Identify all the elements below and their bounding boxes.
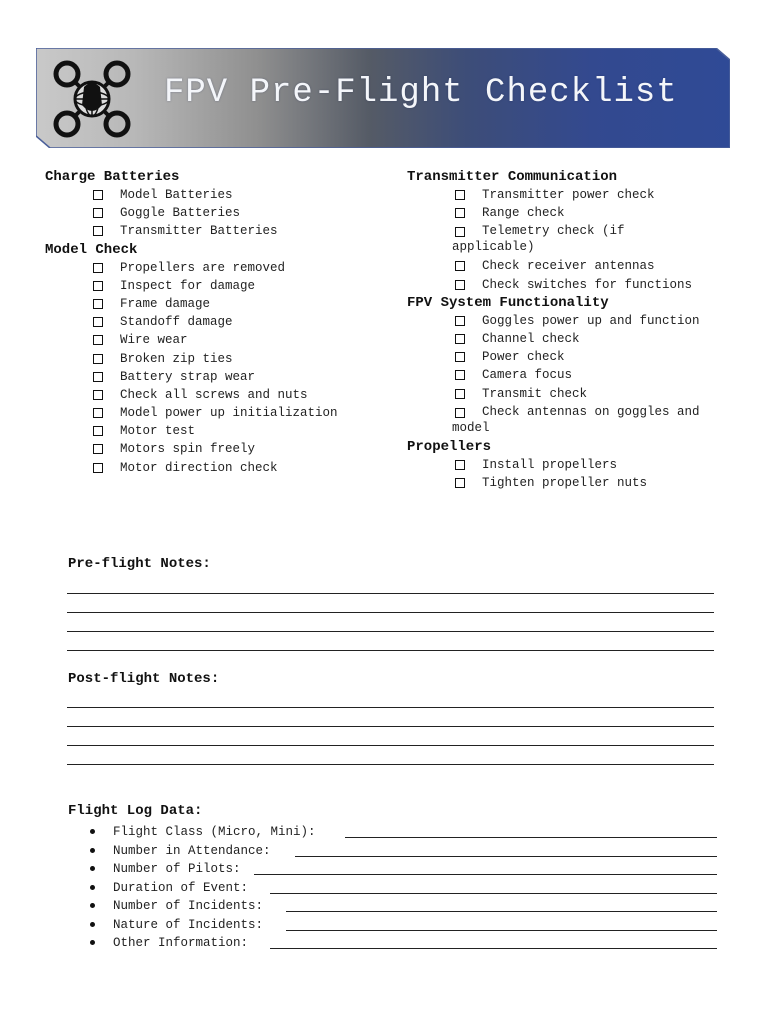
checklist-item[interactable]: Wire wear xyxy=(45,331,375,349)
fill-in-line[interactable] xyxy=(295,856,717,857)
bullet-icon xyxy=(90,848,95,853)
bullet-icon xyxy=(90,922,95,927)
section-heading-charge-batteries: Charge Batteries xyxy=(45,169,180,185)
checkbox[interactable] xyxy=(455,316,465,326)
checkbox[interactable] xyxy=(93,463,103,473)
checklist-item[interactable]: Motors spin freely xyxy=(45,440,375,458)
right-column xyxy=(407,168,737,492)
flight-log-section xyxy=(68,803,316,953)
checklist-item[interactable]: Transmit check xyxy=(407,385,737,403)
checklist-item[interactable]: Check antennas on goggles and model xyxy=(452,404,700,435)
section-heading-fpv-system: FPV System Functionality xyxy=(407,294,609,311)
checkbox[interactable] xyxy=(455,227,465,237)
pre-flight-note-line[interactable] xyxy=(67,593,714,594)
checklist-item[interactable]: Broken zip ties xyxy=(45,350,375,368)
checklist-item[interactable]: Propellers are removed xyxy=(45,259,375,277)
section-heading-propellers: Propellers xyxy=(407,438,492,455)
checkbox[interactable] xyxy=(455,352,465,362)
checklist-item[interactable]: Power check xyxy=(407,348,737,366)
checklist-item[interactable]: Range check xyxy=(407,204,737,222)
checklist-item[interactable]: Channel check xyxy=(407,330,737,348)
checklist-item[interactable]: Tighten propeller nuts xyxy=(407,474,737,492)
checklist-item[interactable]: Model Batteries xyxy=(45,186,375,204)
checkbox[interactable] xyxy=(455,261,465,271)
bullet-icon xyxy=(90,903,95,908)
checkbox[interactable] xyxy=(93,444,103,454)
checklist-item[interactable]: Inspect for damage xyxy=(45,277,375,295)
checklist-item[interactable]: Frame damage xyxy=(45,295,375,313)
bullet-icon xyxy=(90,885,95,890)
quadcopter-logo-icon xyxy=(50,57,134,141)
checkbox[interactable] xyxy=(93,208,103,218)
checklist-item[interactable]: Check switches for functions xyxy=(407,276,737,294)
checklist-item[interactable]: Goggle Batteries xyxy=(45,204,375,222)
checkbox[interactable] xyxy=(455,370,465,380)
post-flight-note-line[interactable] xyxy=(67,745,714,746)
flight-log-field[interactable]: Number of Pilots: xyxy=(68,860,316,879)
checkbox[interactable] xyxy=(455,460,465,470)
checklist-item[interactable]: Battery strap wear xyxy=(45,368,375,386)
flight-log-field[interactable]: Flight Class (Micro, Mini): xyxy=(68,823,316,842)
flight-log-field[interactable]: Nature of Incidents: xyxy=(68,916,316,935)
post-flight-notes-label: Post-flight Notes: xyxy=(68,671,220,687)
fill-in-line[interactable] xyxy=(286,930,717,931)
checkbox[interactable] xyxy=(93,263,103,273)
left-column xyxy=(45,168,375,477)
bullet-icon xyxy=(90,829,95,834)
checklist-item[interactable]: Motor test xyxy=(45,422,375,440)
pre-flight-note-line[interactable] xyxy=(67,631,714,632)
checkbox[interactable] xyxy=(455,280,465,290)
checkbox[interactable] xyxy=(455,478,465,488)
checkbox[interactable] xyxy=(93,226,103,236)
checkbox[interactable] xyxy=(93,190,103,200)
checklist-item[interactable]: Standoff damage xyxy=(45,313,375,331)
flight-log-field[interactable]: Number of Incidents: xyxy=(68,897,316,916)
flight-log-title: Flight Log Data: xyxy=(68,803,203,819)
fill-in-line[interactable] xyxy=(270,948,717,949)
checklist-item[interactable]: Camera focus xyxy=(407,366,737,384)
checkbox[interactable] xyxy=(455,389,465,399)
post-flight-note-line[interactable] xyxy=(67,707,714,708)
checklist-item[interactable]: Transmitter power check xyxy=(407,186,737,204)
checkbox[interactable] xyxy=(93,281,103,291)
checklist-item[interactable]: Check receiver antennas xyxy=(407,257,737,275)
section-heading-transmitter-communication: Transmitter Communication xyxy=(407,169,618,185)
checklist-item[interactable]: Model power up initialization xyxy=(45,404,375,422)
fill-in-line[interactable] xyxy=(254,874,717,875)
checklist-item[interactable]: Goggles power up and function xyxy=(407,312,737,330)
pre-flight-notes-label: Pre-flight Notes: xyxy=(68,556,211,572)
flight-log-field[interactable]: Duration of Event: xyxy=(68,879,316,898)
checkbox[interactable] xyxy=(93,299,103,309)
post-flight-note-line[interactable] xyxy=(67,764,714,765)
post-flight-note-line[interactable] xyxy=(67,726,714,727)
checklist-item[interactable]: Telemetry check (if applicable) xyxy=(452,224,625,255)
checkbox[interactable] xyxy=(455,334,465,344)
bullet-icon xyxy=(90,940,95,945)
checklist-item[interactable]: Install propellers xyxy=(407,456,737,474)
checkbox[interactable] xyxy=(455,208,465,218)
fill-in-line[interactable] xyxy=(286,911,717,912)
bullet-icon xyxy=(90,866,95,871)
checklist-item[interactable]: Transmitter Batteries xyxy=(45,222,375,240)
fill-in-line[interactable] xyxy=(345,837,717,838)
checkbox[interactable] xyxy=(455,190,465,200)
checkbox[interactable] xyxy=(93,372,103,382)
pre-flight-note-line[interactable] xyxy=(67,612,714,613)
flight-log-field[interactable]: Other Information: xyxy=(68,934,316,953)
fill-in-line[interactable] xyxy=(270,893,717,894)
checkbox[interactable] xyxy=(93,354,103,364)
page-title: FPV Pre-Flight Checklist xyxy=(164,74,678,112)
checkbox[interactable] xyxy=(455,408,465,418)
flight-log-field[interactable]: Number in Attendance: xyxy=(68,842,316,861)
checkbox[interactable] xyxy=(93,408,103,418)
checklist-item[interactable]: Check all screws and nuts xyxy=(45,386,375,404)
checkbox[interactable] xyxy=(93,390,103,400)
checkbox[interactable] xyxy=(93,426,103,436)
checkbox[interactable] xyxy=(93,317,103,327)
checkbox[interactable] xyxy=(93,335,103,345)
section-heading-model-check: Model Check xyxy=(45,241,138,258)
checklist-item[interactable]: Motor direction check xyxy=(45,459,375,477)
pre-flight-note-line[interactable] xyxy=(67,650,714,651)
